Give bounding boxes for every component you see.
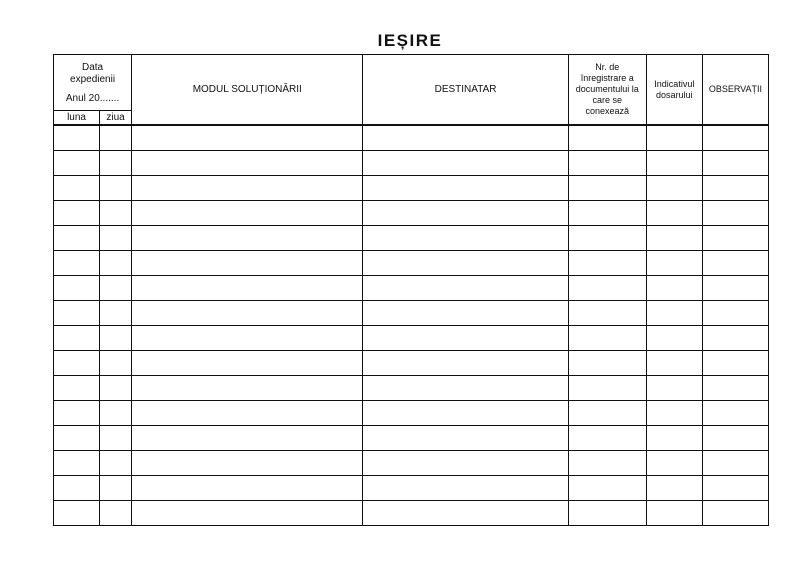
luna-cell[interactable] [54,151,100,176]
luna-cell[interactable] [54,301,100,326]
table-row [54,426,769,451]
luna-cell[interactable] [54,251,100,276]
destinatar-cell[interactable] [363,376,568,401]
destinatar-cell[interactable] [363,401,568,426]
table-row [54,301,769,326]
nr-inregistrare-cell[interactable] [568,376,646,401]
indicativ-cell[interactable] [646,176,702,201]
modul-cell[interactable] [132,401,363,426]
luna-cell[interactable] [54,376,100,401]
ziua-cell[interactable] [100,351,132,376]
indicativ-cell[interactable] [646,301,702,326]
table-row [54,376,769,401]
observatii-cell[interactable] [702,251,768,276]
ziua-cell[interactable] [100,476,132,501]
luna-cell[interactable] [54,201,100,226]
destinatar-cell[interactable] [363,276,568,301]
observatii-cell[interactable] [702,301,768,326]
modul-header: MODUL SOLUȚIONĂRII [132,55,363,126]
destinatar-cell[interactable] [363,201,568,226]
date-label-line1: Data [81,62,104,73]
modul-cell[interactable] [132,176,363,201]
indicativ-cell[interactable] [646,251,702,276]
table-row [54,351,769,376]
nr-inregistrare-header: Nr. de înregistrare a documentului la care se conexează [568,55,646,126]
page-title: IEȘIRE [377,31,443,50]
ziua-cell[interactable] [100,125,132,151]
nr-inregistrare-cell[interactable] [568,201,646,226]
destinatar-cell[interactable] [363,251,568,276]
destinatar-cell[interactable] [363,176,568,201]
indicativ-cell[interactable] [646,151,702,176]
modul-cell[interactable] [132,151,363,176]
observatii-cell[interactable] [702,326,768,351]
nr-inregistrare-cell[interactable] [568,401,646,426]
destinatar-header: DESTINATAR [363,55,568,126]
date-label-line2: expedienii [70,74,116,85]
indicativ-cell[interactable] [646,276,702,301]
observatii-cell[interactable] [702,476,768,501]
luna-cell[interactable] [54,476,100,501]
modul-cell[interactable] [132,451,363,476]
ziua-cell[interactable] [100,451,132,476]
destinatar-cell[interactable] [363,426,568,451]
luna-cell[interactable] [54,451,100,476]
table-row [54,451,769,476]
indicativ-cell[interactable] [646,401,702,426]
date-header [54,55,132,111]
ziua-cell[interactable] [100,151,132,176]
observatii-cell[interactable] [702,401,768,426]
modul-cell[interactable] [132,201,363,226]
modul-cell[interactable] [132,426,363,451]
table-row [54,176,769,201]
luna-cell[interactable] [54,501,100,526]
nr-inregistrare-cell[interactable] [568,476,646,501]
destinatar-cell[interactable] [363,326,568,351]
nr-inregistrare-cell[interactable] [568,151,646,176]
observatii-cell[interactable] [702,176,768,201]
modul-cell[interactable] [132,326,363,351]
table-row [54,276,769,301]
nr-inregistrare-cell[interactable] [568,351,646,376]
indicativ-cell[interactable] [646,201,702,226]
indicativ-cell[interactable] [646,226,702,251]
modul-cell[interactable] [132,226,363,251]
table-row [54,201,769,226]
destinatar-cell[interactable] [363,351,568,376]
nr-inregistrare-cell[interactable] [568,326,646,351]
ziua-cell[interactable] [100,426,132,451]
nr-inregistrare-cell[interactable] [568,501,646,526]
observatii-cell[interactable] [702,226,768,251]
indicativ-cell[interactable] [646,451,702,476]
modul-cell[interactable] [132,351,363,376]
ziua-cell[interactable] [100,251,132,276]
destinatar-cell[interactable] [363,451,568,476]
indicativ-cell[interactable] [646,501,702,526]
luna-cell[interactable] [54,326,100,351]
nr-inregistrare-cell[interactable] [568,451,646,476]
destinatar-cell[interactable] [363,151,568,176]
observatii-cell[interactable] [702,501,768,526]
ziua-cell[interactable] [100,376,132,401]
luna-cell[interactable] [54,351,100,376]
nr-inregistrare-cell[interactable] [568,276,646,301]
indicativ-cell[interactable] [646,476,702,501]
observatii-cell[interactable] [702,151,768,176]
exit-register-table [53,54,769,526]
day-header: ziua [100,111,132,126]
destinatar-cell[interactable] [363,476,568,501]
luna-cell[interactable] [54,125,100,151]
indicativ-cell[interactable] [646,376,702,401]
ziua-cell[interactable] [100,201,132,226]
indicativ-cell[interactable] [646,326,702,351]
table-row [54,501,769,526]
observatii-cell[interactable] [702,351,768,376]
modul-cell[interactable] [132,276,363,301]
table-row [54,476,769,501]
ziua-cell[interactable] [100,226,132,251]
luna-cell[interactable] [54,176,100,201]
table-row [54,326,769,351]
modul-cell[interactable] [132,501,363,526]
observatii-cell[interactable] [702,276,768,301]
observatii-cell[interactable] [702,451,768,476]
table-row [54,251,769,276]
destinatar-cell[interactable] [363,226,568,251]
modul-cell[interactable] [132,251,363,276]
observatii-header: OBSERVAȚII [702,55,768,126]
observatii-cell[interactable] [702,125,768,151]
ziua-cell[interactable] [100,176,132,201]
nr-inregistrare-cell[interactable] [568,176,646,201]
observatii-cell[interactable] [702,201,768,226]
nr-inregistrare-cell[interactable] [568,226,646,251]
ziua-cell[interactable] [100,301,132,326]
ziua-cell[interactable] [100,401,132,426]
month-header: luna [54,111,100,126]
nr-inregistrare-cell[interactable] [568,301,646,326]
destinatar-cell[interactable] [363,501,568,526]
table-row [54,125,769,151]
year-label: Anul 20....... [65,93,120,104]
indicativ-header: Indicativul dosarului [646,55,702,126]
modul-cell[interactable] [132,125,363,151]
ziua-cell[interactable] [100,501,132,526]
modul-cell[interactable] [132,376,363,401]
luna-cell[interactable] [54,401,100,426]
observatii-cell[interactable] [702,376,768,401]
indicativ-cell[interactable] [646,426,702,451]
table-row [54,226,769,251]
indicativ-cell[interactable] [646,125,702,151]
modul-cell[interactable] [132,301,363,326]
table-row [54,401,769,426]
nr-inregistrare-cell[interactable] [568,426,646,451]
indicativ-cell[interactable] [646,351,702,376]
luna-cell[interactable] [54,226,100,251]
nr-inregistrare-cell[interactable] [568,125,646,151]
ziua-cell[interactable] [100,276,132,301]
destinatar-cell[interactable] [363,301,568,326]
luna-cell[interactable] [54,276,100,301]
luna-cell[interactable] [54,426,100,451]
table-row [54,151,769,176]
destinatar-cell[interactable] [363,125,568,151]
nr-inregistrare-cell[interactable] [568,251,646,276]
ziua-cell[interactable] [100,326,132,351]
modul-cell[interactable] [132,476,363,501]
register-rows [54,125,769,526]
observatii-cell[interactable] [702,426,768,451]
